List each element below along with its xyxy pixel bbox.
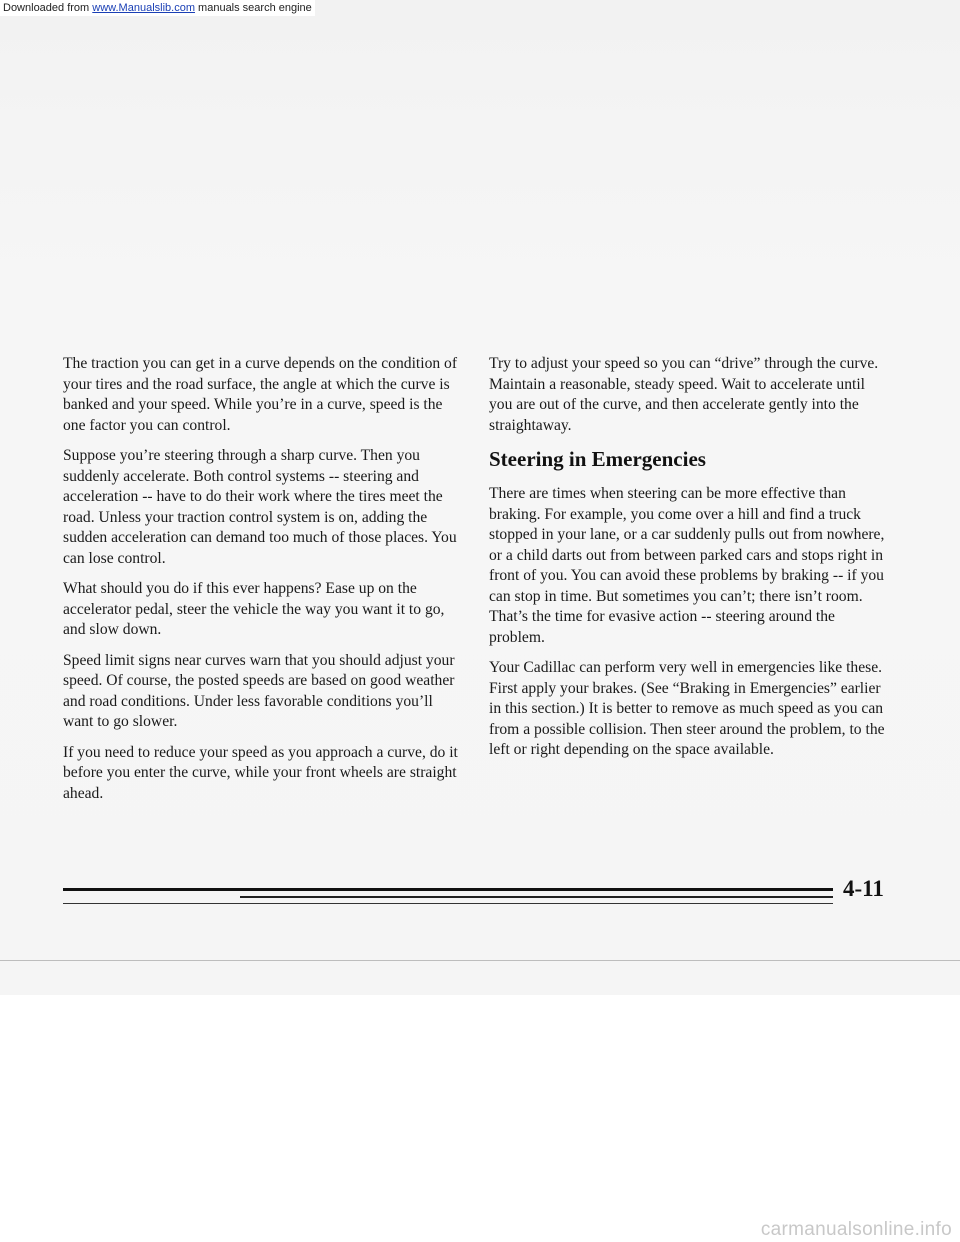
paragraph-speed-limit-signs: Speed limit signs near curves warn that you should adjust your speed. Of course, the posted speeds are based on good weather and road conditions. Under less favorable conditions you’ll want to go slower. [63, 651, 455, 730]
manualslib-link[interactable]: www.Manualslib.com [92, 2, 195, 14]
paragraph-what-to-do: What should you do if this ever happens? Ease up on the accelerator pedal, steer the vehicle the way you want it to go, and slow down. [63, 580, 445, 638]
paragraph-adjust-speed: Try to adjust your speed so you can “drive” through the curve. Maintain a reasonable, steady speed. Wait to accelerate until you are out of the curve, and then accelerate gently into the straightaway. [489, 355, 879, 434]
footer-rule-mid [240, 896, 833, 898]
paragraph-sharp-curve: Suppose you’re steering through a sharp curve. Then you suddenly accelerate. Both control systems -- steering and acceleration -- have to do their work where the tires meet the road. Unless your traction control system is on, adding the sudden acceleration can demand too much of those places. You can lose control. [63, 447, 457, 567]
banner-suffix: manuals search engine [198, 2, 312, 14]
paragraph-curve-traction: The traction you can get in a curve depends on the condition of your tires and the road surface, the angle at which the curve is banked and your speed. While you’re in a curve, speed is the one factor you can control. [63, 355, 458, 434]
scan-fold-line [0, 960, 960, 961]
download-banner [0, 0, 315, 16]
footer-rule-thin [63, 903, 833, 904]
paragraph-cadillac-emergencies: Your Cadillac can perform very well in emergencies like these. First apply your brakes. (See “Braking in Emergencies” earlier in this section.) It is better to remove as much speed as you can from a possible collision. Then steer around the problem, to the left or right depending on the space available. [489, 659, 885, 758]
banner-prefix: Downloaded from [3, 2, 90, 14]
right-column [489, 354, 887, 771]
paragraph-reduce-speed: If you need to reduce your speed as you approach a curve, do it before you enter the curve, while your front wheels are straight ahead. [63, 743, 458, 802]
section-heading-steering-emergencies: Steering in Emergencies [489, 447, 706, 471]
footer-rule-thick [63, 888, 833, 891]
paragraph-steering-effective: There are times when steering can be more effective than braking. For example, you come over a hill and find a truck stopped in your lane, or a car suddenly pulls out from nowhere, or a child darts out from between parked cars and stops right in front of you. You can avoid these problems by braking -- if you can stop in time. But sometimes you can’t; there isn’t room. That’s the time for evasive action -- steering around the problem. [489, 485, 885, 646]
page-number: 4-11 [843, 876, 884, 901]
left-column [63, 354, 461, 814]
watermark: carmanualsonline.info [760, 1219, 952, 1240]
